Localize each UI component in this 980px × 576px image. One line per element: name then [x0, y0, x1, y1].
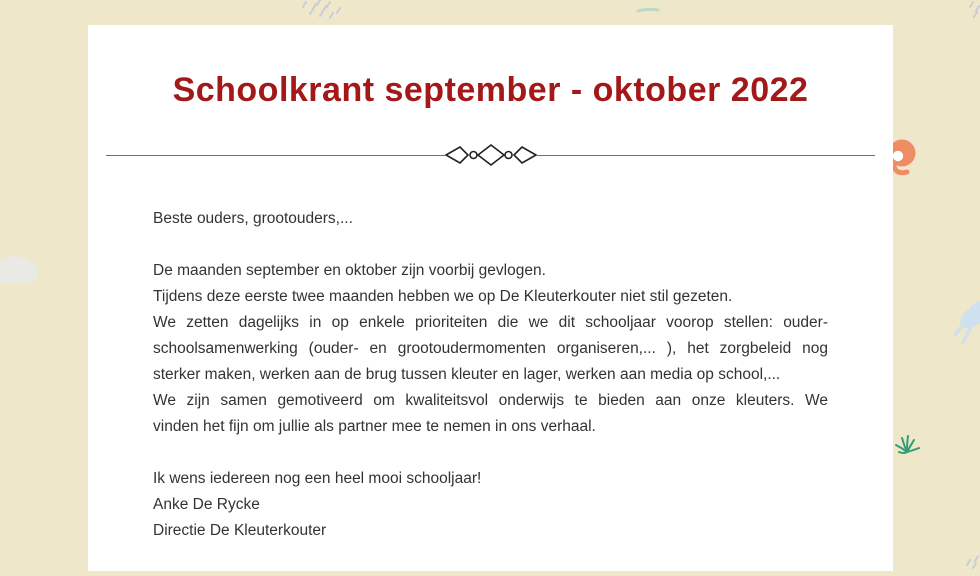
closing-line: Ik wens iedereen nog een heel mooi schooljaar!	[153, 470, 482, 487]
divider	[106, 143, 875, 167]
signature-title: Directie De Kleuterkouter	[153, 522, 327, 539]
page-title: Schoolkrant september - oktober 2022	[172, 71, 809, 109]
blank-line	[153, 440, 828, 466]
divider-line-left	[106, 155, 445, 156]
corner-dashes-top-icon	[964, 0, 980, 23]
signature-name: Anke De Rycke	[153, 496, 260, 513]
letter-line: sterker maken, werken aan de brug tussen kleuter en lager, werken aan media op school,...	[153, 366, 781, 383]
letter-line: De maanden september en oktober zijn voorbij gevlogen.	[153, 262, 546, 279]
corner-dashes-bottom-icon	[961, 556, 980, 576]
letter-body	[153, 206, 828, 544]
letter-line: schoolsamenwerking (ouder- en grootoudermomenten organiseren,... ), het zorgbeleid nog	[153, 340, 828, 357]
letter-line: We zijn samen gemotiveerd om kwaliteitsvol onderwijs te bieden aan onze kleuters. We	[153, 392, 828, 409]
letter-line: vinden het fijn om jullie als partner mee te nemen in ons verhaal.	[153, 418, 596, 435]
salutation: Beste ouders, grootouders,...	[153, 210, 353, 227]
orange-curl-icon	[893, 139, 921, 184]
divider-ornament-icon	[445, 143, 537, 167]
letter-line: Tijdens deze eerste twee maanden hebben we op De Kleuterkouter niet stil gezeten.	[153, 288, 733, 305]
letter-line: We zetten dagelijks in op enkele prioriteiten die we dit schooljaar voorop stellen: ouder-	[153, 314, 828, 331]
newsletter-card	[88, 25, 893, 571]
cloud-icon	[0, 253, 40, 290]
rabbit-icon	[953, 301, 980, 351]
green-smudge-icon	[636, 0, 660, 18]
grass-icon	[894, 435, 920, 459]
blank-line	[153, 232, 828, 258]
divider-line-right	[537, 155, 876, 156]
rain-dashes-icon	[293, 0, 353, 25]
